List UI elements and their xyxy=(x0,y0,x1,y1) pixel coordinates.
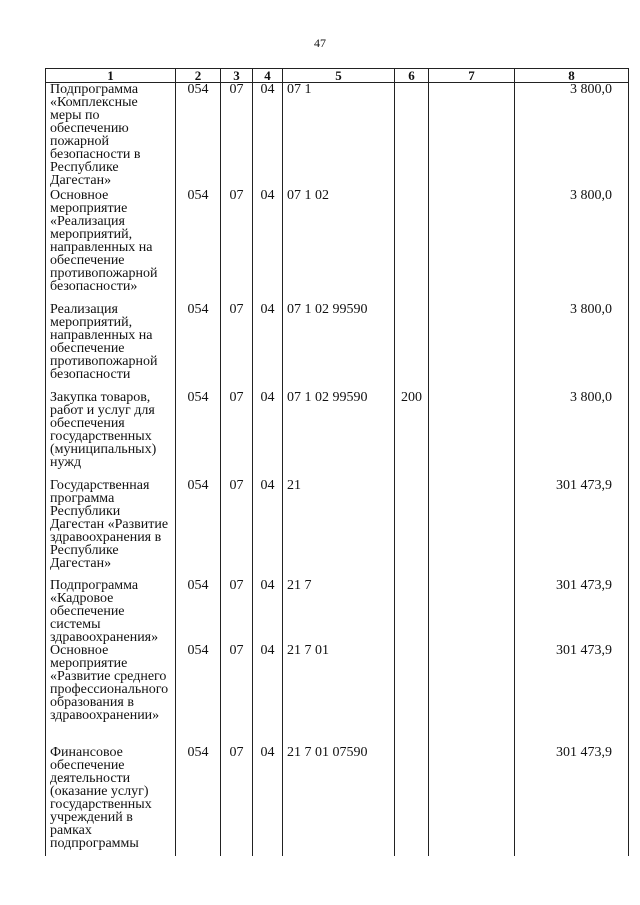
row-amount: 301 473,9 xyxy=(515,746,629,856)
row-section-code: 07 xyxy=(221,391,253,479)
row-section-code: 07 xyxy=(221,189,253,303)
row-ministry-code: 054 xyxy=(176,303,221,391)
table-row xyxy=(46,479,629,579)
row-expense-type xyxy=(395,579,429,644)
row-amount: 3 800,0 xyxy=(515,391,629,479)
row-expense-type xyxy=(395,189,429,303)
row-target-code: 21 xyxy=(283,479,395,579)
row-target-code: 21 7 xyxy=(283,579,395,644)
table-row xyxy=(46,644,629,746)
row-target-code: 21 7 01 07590 xyxy=(283,746,395,856)
row-subsection-code: 04 xyxy=(253,579,283,644)
row-ministry-code: 054 xyxy=(176,189,221,303)
row-section-code: 07 xyxy=(221,303,253,391)
row-section-code: 07 xyxy=(221,579,253,644)
row-expense-type xyxy=(395,644,429,746)
row-name: Подпрограмма «Комплексные меры по обеспечению пожарной безопасности в Республике Дагестан» xyxy=(46,83,176,189)
row-subsection-code: 04 xyxy=(253,303,283,391)
row-amount: 3 800,0 xyxy=(515,189,629,303)
header-col-2: 2 xyxy=(176,69,221,83)
row-subsection-code: 04 xyxy=(253,189,283,303)
row-col7 xyxy=(429,189,515,303)
row-col7 xyxy=(429,746,515,856)
row-section-code: 07 xyxy=(221,644,253,746)
row-name: Основное мероприятие «Реализация мероприятий, направленных на обеспечение противопожарной безопасности» xyxy=(46,189,176,303)
table-row xyxy=(46,83,629,189)
row-name: Финансовое обеспечение деятельности (оказание услуг) государственных учреждений в рамках подпрограммы xyxy=(46,746,176,856)
row-expense-type xyxy=(395,83,429,189)
row-section-code: 07 xyxy=(221,479,253,579)
row-amount: 301 473,9 xyxy=(515,644,629,746)
row-ministry-code: 054 xyxy=(176,746,221,856)
table-row xyxy=(46,303,629,391)
table-row xyxy=(46,579,629,644)
row-expense-type xyxy=(395,479,429,579)
row-ministry-code: 054 xyxy=(176,391,221,479)
row-target-code: 07 1 02 99590 xyxy=(283,303,395,391)
row-col7 xyxy=(429,644,515,746)
row-name: Реализация мероприятий, направленных на обеспечение противопожарной безопасности xyxy=(46,303,176,391)
row-subsection-code: 04 xyxy=(253,391,283,479)
row-col7 xyxy=(429,479,515,579)
row-target-code: 07 1 02 xyxy=(283,189,395,303)
header-col-6: 6 xyxy=(395,69,429,83)
row-amount: 301 473,9 xyxy=(515,579,629,644)
row-ministry-code: 054 xyxy=(176,83,221,189)
row-subsection-code: 04 xyxy=(253,479,283,579)
header-row xyxy=(46,69,629,83)
header-col-8: 8 xyxy=(515,69,629,83)
row-ministry-code: 054 xyxy=(176,644,221,746)
row-section-code: 07 xyxy=(221,746,253,856)
row-ministry-code: 054 xyxy=(176,579,221,644)
row-col7 xyxy=(429,303,515,391)
budget-table xyxy=(45,68,629,856)
row-name: Основное мероприятие «Развитие среднего профессионального образования в здравоохранении» xyxy=(46,644,176,746)
table-row xyxy=(46,391,629,479)
table-row xyxy=(46,189,629,303)
row-amount: 3 800,0 xyxy=(515,303,629,391)
row-subsection-code: 04 xyxy=(253,746,283,856)
header-col-3: 3 xyxy=(221,69,253,83)
table-row xyxy=(46,746,629,856)
row-ministry-code: 054 xyxy=(176,479,221,579)
row-amount: 3 800,0 xyxy=(515,83,629,189)
row-col7 xyxy=(429,83,515,189)
row-name: Закупка товаров, работ и услуг для обеспечения государственных (муниципальных) нужд xyxy=(46,391,176,479)
row-col7 xyxy=(429,579,515,644)
row-expense-type xyxy=(395,303,429,391)
header-col-5: 5 xyxy=(283,69,395,83)
row-target-code: 21 7 01 xyxy=(283,644,395,746)
row-expense-type: 200 xyxy=(395,391,429,479)
row-target-code: 07 1 xyxy=(283,83,395,189)
row-amount: 301 473,9 xyxy=(515,479,629,579)
page-number: 47 xyxy=(314,36,326,50)
row-target-code: 07 1 02 99590 xyxy=(283,391,395,479)
row-subsection-code: 04 xyxy=(253,644,283,746)
row-expense-type xyxy=(395,746,429,856)
row-section-code: 07 xyxy=(221,83,253,189)
row-col7 xyxy=(429,391,515,479)
header-col-7: 7 xyxy=(429,69,515,83)
row-name: Подпрограмма «Кадровое обеспечение системы здравоохранения» xyxy=(46,579,176,644)
row-subsection-code: 04 xyxy=(253,83,283,189)
row-name: Государственная программа Республики Дагестан «Развитие здравоохранения в Республике Дагестан» xyxy=(46,479,176,579)
header-col-1: 1 xyxy=(46,69,176,83)
header-col-4: 4 xyxy=(253,69,283,83)
